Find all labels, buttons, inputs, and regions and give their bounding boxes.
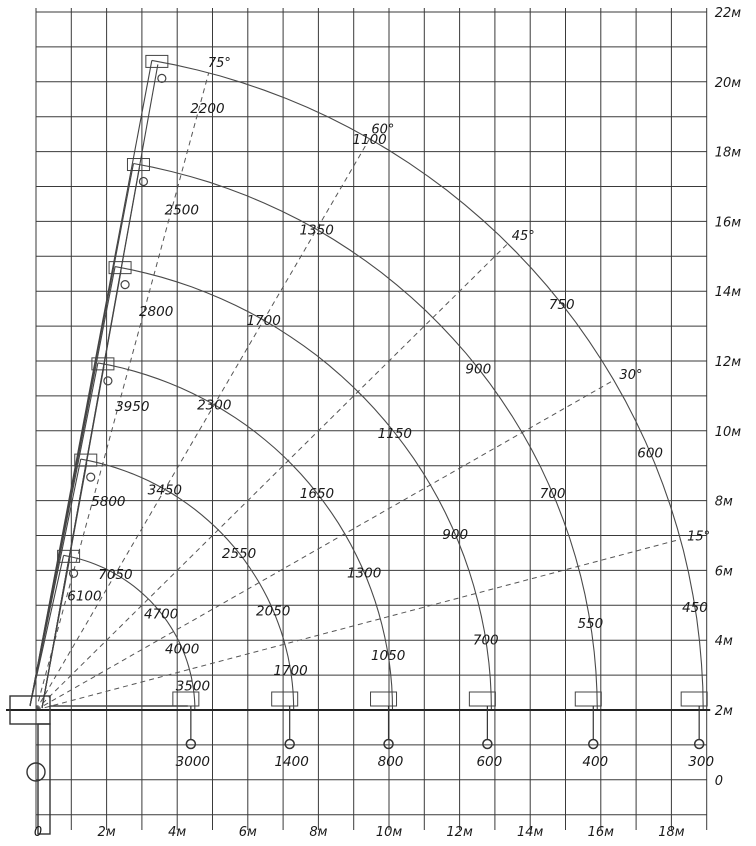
load-label: 3950	[115, 398, 150, 415]
y-tick-label: 4м	[714, 634, 733, 650]
x-tick-label: 12м	[446, 825, 473, 840]
load-label: 1350	[299, 222, 334, 239]
x-tick-label: 10м	[375, 825, 403, 840]
load-label: 2050	[256, 603, 291, 620]
angle-label-15: 15°	[687, 529, 711, 545]
ground-load-label: 800	[377, 754, 404, 770]
y-tick-label: 0	[714, 773, 723, 789]
load-label: 1100	[352, 131, 387, 148]
load-label: 1300	[347, 565, 382, 582]
ground-load-label: 600	[476, 754, 503, 770]
y-tick-label: 10м	[714, 424, 742, 440]
y-tick-label: 18м	[714, 145, 742, 161]
x-tick-label: 8м	[309, 825, 328, 840]
ground-load-label: 3000	[175, 754, 211, 770]
y-tick-label: 14м	[714, 285, 742, 301]
load-label: 2550	[221, 546, 257, 563]
y-tick-label: 20м	[714, 75, 742, 91]
x-tick-label: 4м	[168, 825, 187, 840]
load-label: 2200	[190, 100, 225, 117]
angle-label-30: 30°	[619, 367, 643, 383]
ground-load-label: 400	[582, 754, 609, 770]
load-label: 900	[465, 361, 492, 378]
load-label: 7050	[98, 566, 133, 583]
load-label: 3500	[175, 678, 211, 695]
load-label: 600	[637, 445, 664, 462]
y-tick-label: 16м	[714, 215, 742, 231]
load-label: 1150	[377, 425, 413, 442]
angle-label-45: 45°	[511, 229, 535, 245]
angle-label-60: 60°	[371, 122, 395, 138]
load-label: 4700	[143, 606, 179, 623]
load-label: 5800	[91, 493, 126, 510]
y-tick-label: 2м	[714, 704, 733, 719]
y-tick-label: 8м	[714, 494, 733, 510]
load-label: 2500	[164, 202, 199, 219]
angle-label-75: 75°	[207, 55, 231, 71]
x-tick-label: 2м	[97, 825, 116, 840]
load-label: 450	[682, 599, 708, 616]
load-label: 1650	[299, 485, 335, 502]
ground-load-label: 300	[688, 754, 715, 770]
load-label: 900	[442, 527, 469, 544]
load-label: 1050	[370, 647, 406, 664]
load-label: 1700	[273, 663, 308, 680]
load-label: 1700	[246, 313, 281, 330]
load-label: 700	[472, 632, 499, 649]
y-tick-label: 22м	[714, 6, 742, 21]
load-label: 550	[577, 616, 604, 633]
x-tick-label: 16м	[587, 825, 614, 840]
load-label: 2800	[138, 304, 174, 321]
y-tick-label: 12м	[714, 355, 742, 370]
load-label: 3450	[147, 482, 183, 499]
x-tick-label: 6м	[238, 825, 257, 840]
x-tick-label: 0	[33, 825, 43, 840]
load-label: 4000	[165, 641, 200, 658]
load-label: 6100	[67, 588, 102, 605]
x-tick-label: 18м	[658, 825, 685, 840]
load-label: 700	[539, 486, 566, 503]
x-tick-label: 14м	[517, 825, 544, 840]
y-tick-label: 6м	[714, 564, 733, 580]
load-label: 750	[548, 296, 575, 313]
ground-load-label: 1400	[274, 754, 309, 770]
load-label: 2300	[197, 397, 232, 414]
